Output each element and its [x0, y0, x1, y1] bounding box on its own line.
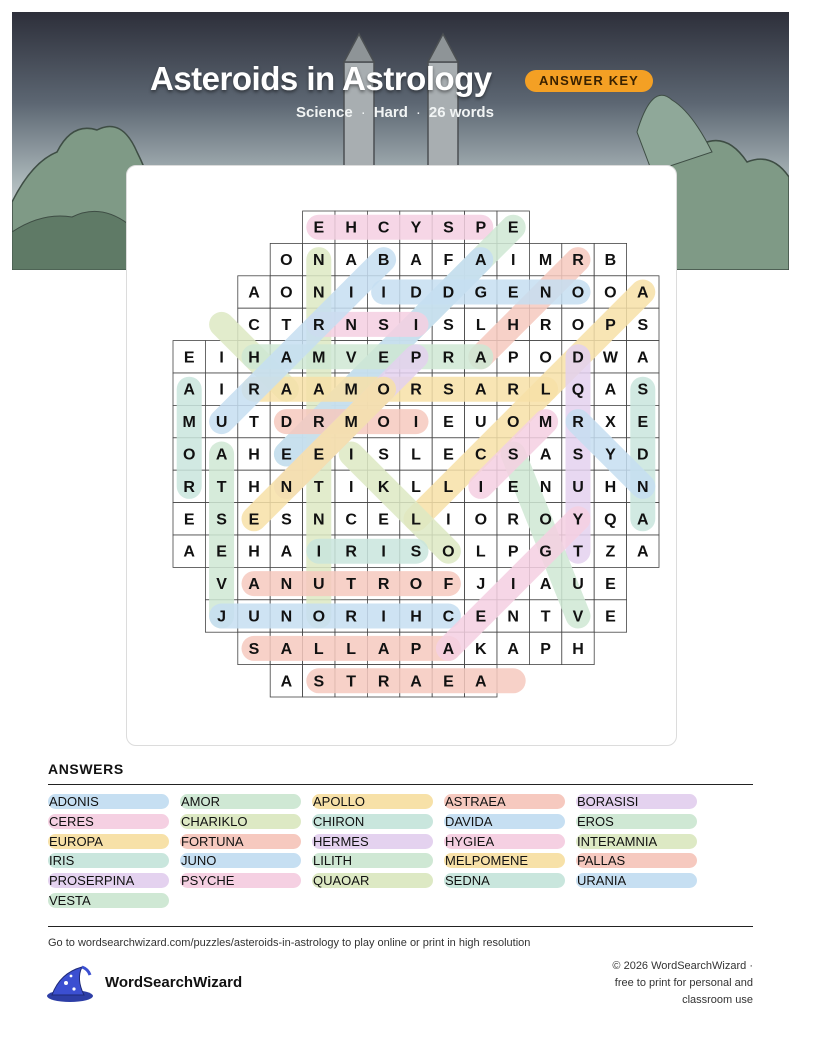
grid-letter: R	[345, 543, 357, 561]
grid-letter: E	[281, 446, 292, 464]
grid-letter: M	[344, 381, 358, 399]
grid-letter: J	[476, 576, 486, 594]
grid-letter: N	[280, 576, 293, 594]
copyright-line: free to print for personal and	[614, 977, 753, 989]
grid-letter: D	[637, 446, 649, 464]
grid-letter: O	[409, 576, 423, 594]
grid-letter: R	[507, 381, 519, 399]
grid-letter: Y	[572, 511, 584, 529]
grid-letter: A	[410, 673, 422, 691]
grid-letter: E	[378, 349, 389, 367]
answer-word: PROSERPINA	[48, 873, 169, 888]
divider	[48, 784, 753, 785]
grid-letter: J	[217, 608, 227, 626]
grid-letter: Q	[571, 381, 585, 399]
grid-letter: I	[219, 349, 224, 367]
grid-letter: M	[182, 414, 196, 432]
grid-letter: A	[313, 381, 325, 399]
answer-word: CHARIKLO	[180, 814, 301, 829]
grid-letter: A	[377, 640, 390, 658]
grid-letter: Y	[410, 219, 422, 237]
answer-key-badge: ANSWER KEY	[525, 70, 653, 92]
grid-letter: E	[313, 219, 325, 237]
grid-letter: P	[475, 219, 487, 237]
answer-word: FORTUNA	[180, 834, 301, 849]
grid-letter: T	[249, 414, 259, 432]
grid-letter: C	[345, 511, 357, 529]
grid-letter: A	[539, 576, 552, 594]
grid-letter: E	[475, 608, 487, 626]
grid-letter: E	[507, 284, 519, 302]
grid-letter: A	[345, 252, 357, 270]
meta-separator: ·	[415, 104, 421, 121]
grid-letter: A	[248, 284, 260, 302]
grid-letter: R	[539, 316, 552, 334]
grid-letter: A	[539, 446, 552, 464]
grid-letter: K	[377, 478, 390, 496]
grid-letter: N	[539, 478, 552, 496]
grid-letter: I	[381, 608, 386, 626]
category-label: Science	[296, 104, 353, 121]
grid-letter: E	[183, 349, 195, 367]
copyright-line: © 2026 WordSearchWizard ·	[612, 960, 753, 972]
grid-letter: U	[572, 576, 584, 594]
grid-letter: H	[248, 478, 260, 496]
grid-letter: O	[377, 414, 390, 432]
grid-letter: A	[280, 543, 293, 561]
grid-letter: A	[637, 543, 649, 561]
grid-letter: S	[637, 316, 649, 334]
grid-letter: P	[507, 543, 519, 561]
grid-letter: P	[540, 640, 551, 658]
grid-letter: A	[507, 640, 519, 658]
grid-letter: G	[474, 284, 488, 302]
grid-letter: A	[280, 381, 293, 399]
grid-letter: U	[248, 608, 260, 626]
grid-letter: A	[475, 673, 487, 691]
grid-letter: I	[348, 478, 354, 496]
grid-letter: N	[313, 252, 325, 270]
grid-letter: S	[572, 446, 584, 464]
grid-letter: R	[313, 414, 325, 432]
grid-letter: D	[572, 349, 584, 367]
wizard-hat-icon	[46, 963, 94, 1003]
grid-letter: S	[443, 219, 454, 237]
grid-letter: R	[442, 349, 455, 367]
answer-word: INTERAMNIA	[576, 834, 697, 849]
grid-letter: O	[312, 608, 326, 626]
answer-word: MELPOMENE	[444, 853, 565, 868]
grid-letter: R	[377, 576, 390, 594]
answer-word: URANIA	[576, 873, 697, 888]
grid-letter: R	[572, 414, 584, 432]
answer-word: APOLLO	[312, 794, 433, 809]
grid-letter: L	[346, 640, 357, 658]
grid-letter: L	[313, 640, 324, 658]
grid-letter: N	[313, 511, 325, 529]
answer-word: SEDNA	[444, 873, 565, 888]
grid-letter: X	[605, 414, 616, 432]
grid-letter: O	[506, 414, 520, 432]
grid-letter: B	[377, 252, 390, 270]
grid-letter: Y	[605, 446, 616, 464]
grid-letter: Q	[604, 511, 617, 529]
answer-word: QUAOAR	[312, 873, 433, 888]
grid-letter: S	[410, 543, 422, 561]
answer-word: EROS	[576, 814, 697, 829]
answer-word: LILITH	[312, 853, 433, 868]
grid-letter: S	[507, 446, 519, 464]
grid-letter: A	[410, 252, 422, 270]
grid-letter: H	[604, 478, 617, 496]
grid-letter: R	[507, 511, 519, 529]
grid-letter: M	[312, 349, 326, 367]
grid-letter: R	[572, 252, 584, 270]
grid-letter: I	[446, 511, 451, 529]
grid-letter: E	[248, 511, 260, 529]
answers-heading: ANSWERS	[48, 761, 124, 777]
footer-link[interactable]: Go to wordsearchwizard.com/puzzles/asteroids-in-astrology to play online or print in high resolution	[48, 937, 531, 949]
answer-word: AMOR	[180, 794, 301, 809]
grid-letter: A	[637, 349, 649, 367]
grid-letter: A	[475, 252, 487, 270]
grid-letter: T	[346, 576, 357, 594]
grid-letter: M	[538, 252, 553, 270]
grid-letter: L	[443, 478, 454, 496]
grid-letter: C	[475, 446, 487, 464]
grid-letter: C	[442, 608, 455, 626]
grid-letter: A	[183, 543, 195, 561]
grid-letter: E	[507, 478, 519, 496]
divider	[48, 926, 753, 927]
grid-letter: V	[345, 349, 357, 367]
grid-letter: L	[540, 381, 551, 399]
answer-word: BORASISI	[576, 794, 697, 809]
grid-letter: A	[475, 381, 487, 399]
grid-letter: E	[378, 511, 389, 529]
grid-letter: I	[478, 478, 484, 496]
grid-letter: C	[377, 219, 390, 237]
grid-letter: O	[474, 511, 488, 529]
grid-letter: N	[507, 608, 519, 626]
grid-letter: V	[216, 576, 227, 594]
grid-letter: S	[378, 446, 389, 464]
grid-letter: O	[182, 446, 196, 464]
answer-word: HYGIEA	[444, 834, 565, 849]
brand-name: WordSearchWizard	[105, 974, 243, 991]
grid-letter: M	[344, 414, 358, 432]
grid-letter: I	[348, 284, 354, 302]
grid-letter: P	[410, 640, 422, 658]
grid-letter: S	[443, 381, 454, 399]
grid-letter: O	[539, 349, 552, 367]
grid-letter: U	[313, 576, 325, 594]
grid-letter: U	[572, 478, 584, 496]
answer-word: IRIS	[48, 853, 169, 868]
grid-letter: E	[443, 673, 454, 691]
grid-letter: I	[348, 446, 354, 464]
grid-letter: T	[346, 673, 357, 691]
grid-letter: S	[281, 511, 292, 529]
grid-letter: T	[313, 478, 324, 496]
grid-letter: S	[248, 640, 260, 658]
grid-letter: E	[507, 219, 519, 237]
grid-letter: P	[507, 349, 519, 367]
answer-word: PALLAS	[576, 853, 697, 868]
grid-letter: P	[605, 316, 616, 334]
grid-letter: H	[345, 219, 357, 237]
grid-letter: H	[410, 608, 422, 626]
answer-word: DAVIDA	[444, 814, 565, 829]
difficulty-label: Hard	[373, 104, 408, 121]
grid-letter: S	[216, 511, 227, 529]
grid-letter: E	[605, 576, 616, 594]
grid-letter: R	[183, 478, 195, 496]
grid-letter: E	[605, 608, 616, 626]
grid-letter: S	[637, 381, 649, 399]
grid-letter: A	[183, 381, 195, 399]
meta-separator: ·	[360, 104, 366, 121]
grid-letter: R	[377, 673, 390, 691]
grid-letter: N	[280, 478, 293, 496]
answer-word: ADONIS	[48, 794, 169, 809]
grid-letter: I	[219, 381, 224, 399]
grid-letter: K	[475, 640, 487, 658]
grid-letter: L	[475, 316, 486, 334]
grid-letter: R	[410, 381, 422, 399]
grid-letter: C	[248, 316, 260, 334]
grid-letter: M	[538, 414, 553, 432]
grid-letter: F	[443, 576, 454, 594]
grid-letter: T	[216, 478, 227, 496]
grid-letter: E	[216, 543, 227, 561]
grid-letter: R	[313, 316, 325, 334]
grid-letter: N	[637, 478, 649, 496]
copyright-line: classroom use	[682, 994, 753, 1006]
grid-letter: E	[313, 446, 325, 464]
grid-letter: E	[183, 511, 195, 529]
grid-letter: P	[410, 349, 422, 367]
grid-letter: O	[280, 284, 293, 302]
grid-letter: T	[540, 608, 551, 626]
answer-word: ASTRAEA	[444, 794, 565, 809]
grid-letter: H	[572, 640, 584, 658]
grid-letter: L	[475, 543, 486, 561]
answer-word: EUROPA	[48, 834, 169, 849]
grid-letter: N	[539, 284, 552, 302]
grid-letter: N	[313, 284, 325, 302]
grid-letter: O	[280, 252, 293, 270]
answer-word: JUNO	[180, 853, 301, 868]
grid-letter: S	[443, 316, 454, 334]
grid-letter: N	[280, 608, 293, 626]
grid-letter: G	[539, 543, 552, 561]
grid-letter: S	[378, 316, 389, 334]
grid-letter: A	[604, 381, 617, 399]
answer-word: CERES	[48, 814, 169, 829]
grid-letter: Z	[605, 543, 616, 561]
grid-letter: H	[248, 349, 260, 367]
grid-letter: O	[539, 511, 552, 529]
copyright	[553, 958, 753, 1009]
grid-letter: N	[345, 316, 357, 334]
grid-letter: I	[510, 576, 516, 594]
grid-letter: L	[411, 446, 421, 464]
grid-letter: O	[442, 543, 455, 561]
grid-letter: A	[248, 576, 260, 594]
grid-letter: E	[637, 414, 649, 432]
grid-letter: L	[411, 511, 421, 529]
grid-letter: B	[604, 252, 617, 270]
grid-letter: E	[443, 446, 454, 464]
grid-letter: U	[475, 414, 487, 432]
grid-letter: A	[637, 511, 649, 529]
grid-letter: T	[281, 316, 292, 334]
grid-letter: R	[345, 608, 357, 626]
grid-letter: H	[248, 543, 260, 561]
puzzle-title: Asteroids in Astrology	[150, 60, 492, 97]
grid-letter: D	[410, 284, 422, 302]
grid-letter: O	[604, 284, 617, 302]
grid-letter: D	[442, 284, 455, 302]
grid-letter: I	[381, 284, 386, 302]
answer-word: HERMES	[312, 834, 433, 849]
word-count-label: 26 words	[428, 104, 494, 121]
answer-word: PSYCHE	[180, 873, 301, 888]
grid-letter: A	[637, 284, 649, 302]
grid-letter: F	[443, 252, 454, 270]
answer-word: CHIRON	[312, 814, 433, 829]
grid-letter: U	[215, 414, 228, 432]
grid-letter: A	[280, 349, 293, 367]
grid-letter: D	[280, 414, 293, 432]
grid-letter: I	[381, 543, 386, 561]
grid-letter: L	[411, 478, 421, 496]
grid-letter: T	[573, 543, 583, 561]
grid-letter: A	[442, 640, 455, 658]
grid-letter: I	[413, 414, 419, 432]
grid-letter: A	[280, 640, 293, 658]
grid-letter: I	[510, 252, 516, 270]
grid-letter: I	[413, 316, 419, 334]
grid-letter: V	[572, 608, 584, 626]
grid-letter: O	[377, 381, 390, 399]
grid-letter: W	[602, 349, 618, 367]
grid-letter: S	[313, 673, 325, 691]
grid-letter: I	[316, 543, 322, 561]
grid-letter: A	[215, 446, 228, 464]
grid-letter: H	[248, 446, 260, 464]
grid-letter: O	[571, 316, 585, 334]
grid-letter: R	[248, 381, 260, 399]
grid-letter: E	[443, 414, 454, 432]
grid-letter: A	[475, 349, 487, 367]
answer-word: VESTA	[48, 893, 169, 908]
grid-letter: H	[507, 316, 519, 334]
grid-letter: A	[280, 673, 293, 691]
grid-letter: O	[571, 284, 585, 302]
